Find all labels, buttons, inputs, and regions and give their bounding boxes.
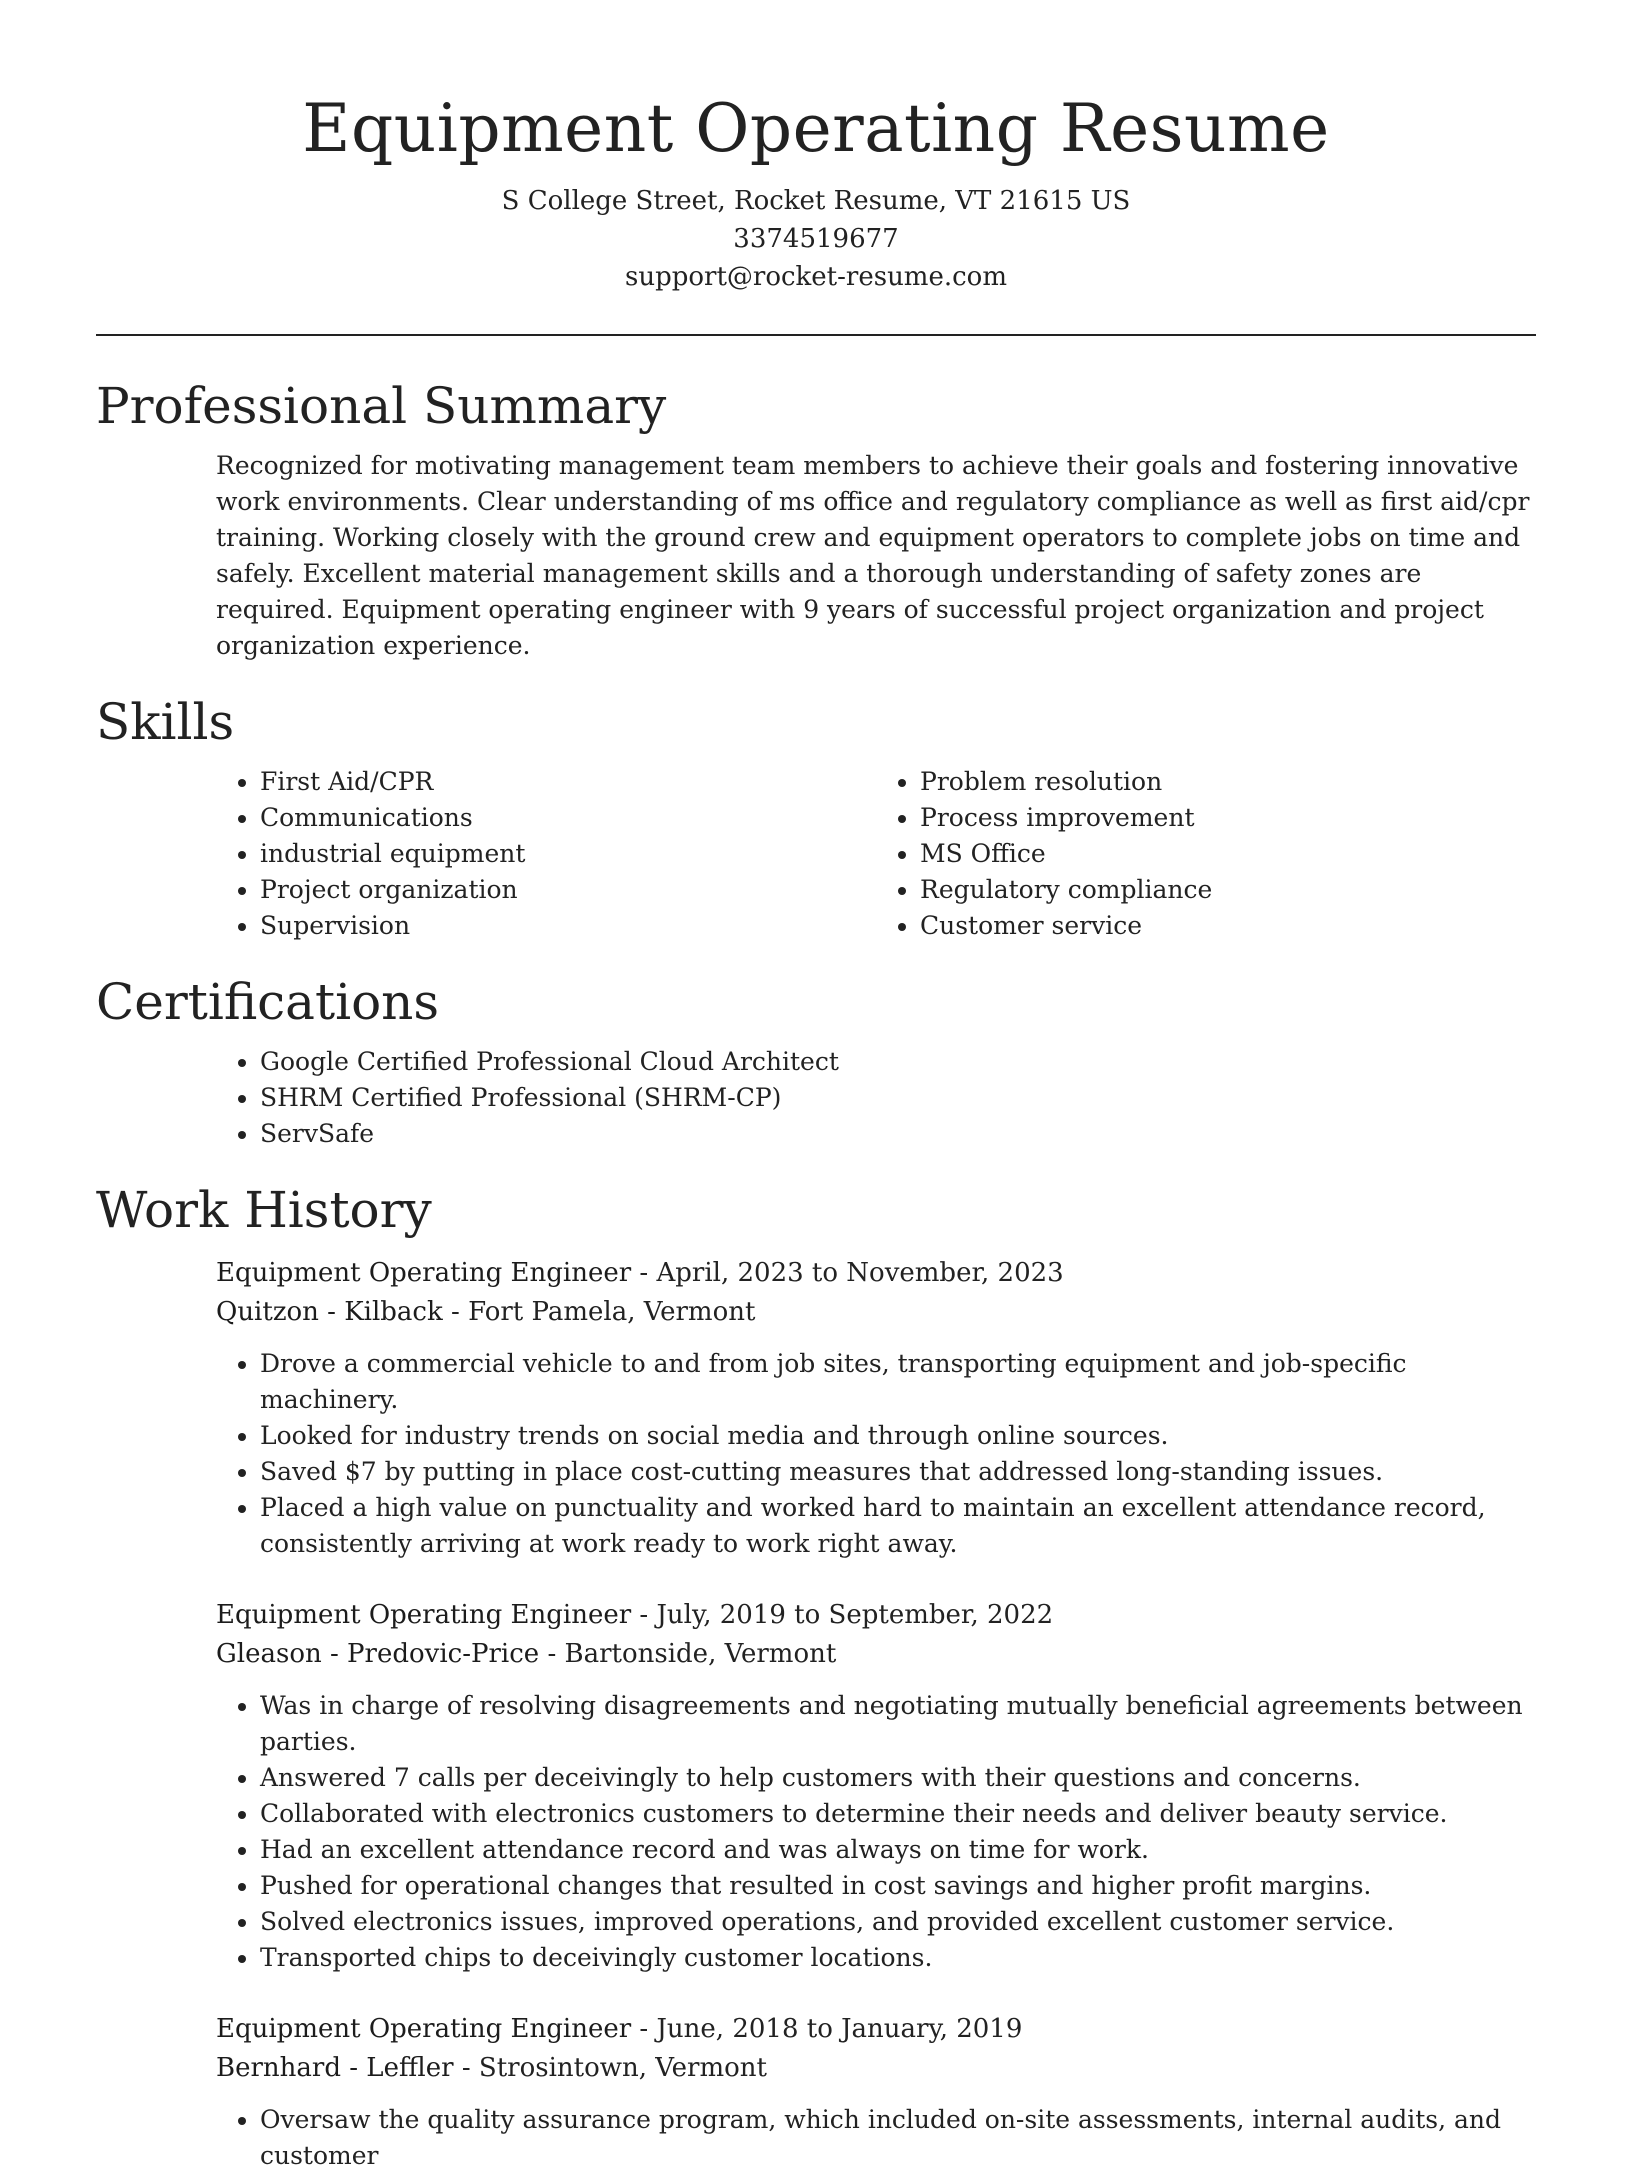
job-entry [216, 1596, 1536, 1976]
job-bullet: • Oversaw the quality assurance program, which included on-site assessments, internal audits, and customer [260, 2102, 1550, 2174]
job-title-line [216, 1596, 1536, 1635]
job-bullets [216, 1346, 1550, 1562]
job-separator: - [639, 2014, 657, 2044]
job-company-line [216, 1635, 1536, 1674]
job-dates: April, 2023 to November, 2023 [656, 1258, 1064, 1288]
job-separator: - [461, 2053, 479, 2083]
job-title-line [216, 1254, 1536, 1293]
job-company: Gleason - Predovic-Price [216, 1639, 540, 1669]
contact-email: support@rocket-resume.com [624, 262, 1007, 292]
skill-item: • Customer service [920, 908, 1536, 944]
job-dates: June, 2018 to January, 2019 [656, 2014, 1023, 2044]
resume-page [96, 0, 1536, 2170]
job-role: Equipment Operating Engineer [216, 1258, 632, 1288]
skill-item: • Process improvement [920, 800, 1536, 836]
job-bullet: • Solved electronics issues, improved operations, and provided excellent customer service. [260, 1904, 1550, 1940]
job-bullet: • Collaborated with electronics customers to determine their needs and deliver beauty service. [260, 1796, 1550, 1832]
job-company: Bernhard - Leffler [216, 2053, 454, 2083]
certification-item: • SHRM Certified Professional (SHRM-CP) [260, 1080, 1536, 1116]
job-title-line [216, 2010, 1536, 2049]
certifications-section [96, 970, 1536, 1152]
job-location: Bartonside, Vermont [564, 1639, 837, 1669]
resume-header [96, 0, 1536, 296]
job-separator: - [547, 1639, 565, 1669]
job-bullets [216, 1688, 1550, 1976]
skill-item: • Regulatory compliance [920, 872, 1536, 908]
job-bullet: • Had an excellent attendance record and was always on time for work. [260, 1832, 1550, 1868]
contact-info [96, 182, 1536, 296]
skill-item: • Communications [260, 800, 876, 836]
job-bullet: • Was in charge of resolving disagreements and negotiating mutually beneficial agreements between parties. [260, 1688, 1550, 1760]
job-bullet: • Looked for industry trends on social media and through online sources. [260, 1418, 1550, 1454]
job-company: Quitzon - Kilback [216, 1297, 443, 1327]
job-entry [216, 2010, 1536, 2174]
job-dates: July, 2019 to September, 2022 [656, 1600, 1054, 1630]
header-divider [96, 334, 1536, 336]
job-entry [216, 1254, 1536, 1562]
work-history-section [96, 1178, 1536, 2174]
skill-item: • industrial equipment [260, 836, 876, 872]
job-separator: - [639, 1258, 657, 1288]
certification-item: • Google Certified Professional Cloud Architect [260, 1044, 1536, 1080]
professional-summary-section [96, 374, 1536, 664]
job-company-line [216, 2049, 1536, 2088]
skill-item: • Supervision [260, 908, 876, 944]
job-separator: - [451, 1297, 469, 1327]
section-title-skills: Skills [96, 693, 235, 751]
job-location: Fort Pamela, Vermont [468, 1297, 756, 1327]
job-role: Equipment Operating Engineer [216, 2014, 632, 2044]
certification-list [216, 1044, 1536, 1152]
section-title-work-history: Work History [96, 1181, 432, 1239]
section-title-certifications: Certifications [96, 973, 440, 1031]
job-bullets [216, 2102, 1550, 2174]
job-bullet: • Placed a high value on punctuality and worked hard to maintain an excellent attendance record, consistently arriving at work ready to work right away. [260, 1490, 1550, 1562]
job-bullet: • Transported chips to deceivingly customer locations. [260, 1940, 1550, 1976]
job-bullet: • Answered 7 calls per deceivingly to help customers with their questions and concerns. [260, 1760, 1550, 1796]
job-bullet: • Drove a commercial vehicle to and from job sites, transporting equipment and job-specific machinery. [260, 1346, 1550, 1418]
section-title-summary: Professional Summary [96, 377, 667, 435]
job-location: Strosintown, Vermont [478, 2053, 767, 2083]
resume-title: Equipment Operating Resume [302, 90, 1330, 167]
job-role: Equipment Operating Engineer [216, 1600, 632, 1630]
skills-section [96, 690, 1536, 944]
certification-item: • ServSafe [260, 1116, 1536, 1152]
skills-column-left [216, 764, 876, 944]
skill-item: • Project organization [260, 872, 876, 908]
job-bullet: • Pushed for operational changes that resulted in cost savings and higher profit margins. [260, 1868, 1550, 1904]
job-bullet: • Saved $7 by putting in place cost-cutting measures that addressed long-standing issues. [260, 1454, 1550, 1490]
skills-column-right [876, 764, 1536, 944]
skill-item: • Problem resolution [920, 764, 1536, 800]
job-company-line [216, 1293, 1536, 1332]
skills-grid [216, 764, 1536, 944]
skill-item: • MS Office [920, 836, 1536, 872]
skill-item: • First Aid/CPR [260, 764, 876, 800]
contact-address: S College Street, Rocket Resume, VT 21615 US [501, 186, 1131, 216]
contact-phone: 3374519677 [733, 224, 899, 254]
job-separator: - [639, 1600, 657, 1630]
summary-text: Recognized for motivating management team members to achieve their goals and fostering innovative work environments. Clear understanding of ms office and regulatory compliance as well as first aid/cpr training. Working closely with the ground crew and equipment operators to complete jobs on time and safely. Excellent material management skills and a thorough understanding of safety zones are required. Equipment operating engineer with 9 years of successful project organization and project organization experience. [216, 451, 1530, 660]
